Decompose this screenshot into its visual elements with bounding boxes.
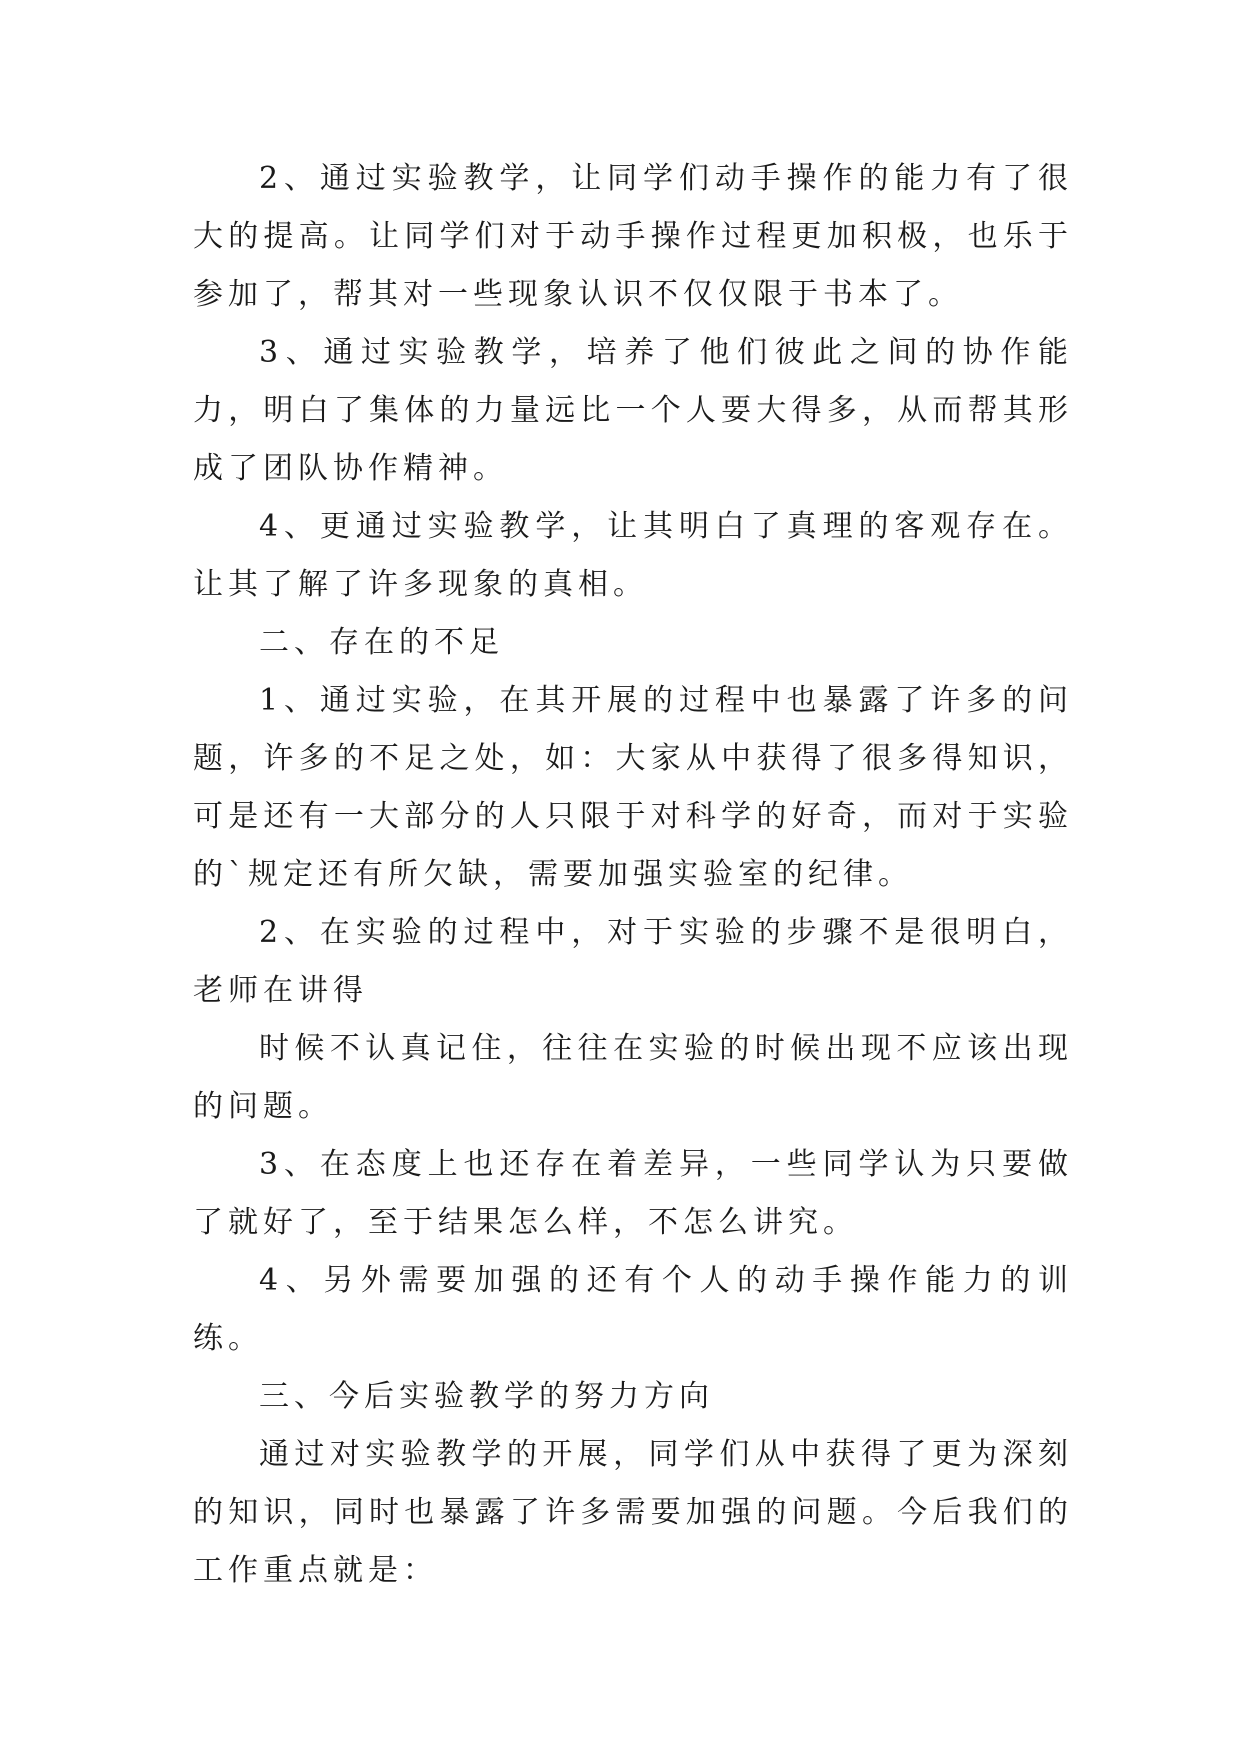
paragraph-shortcoming-4: 4、另外需要加强的还有个人的动手操作能力的训练。 <box>193 1263 1073 1356</box>
paragraph-future-focus: 通过对实验教学的开展，同学们从中获得了更为深刻的知识，同时也暴露了许多需要加强的问题。今后我们的工作重点就是： <box>193 1437 1073 1588</box>
paragraph-point-2-hands-on: 2、通过实验教学，让同学们动手操作的能力有了很大的提高。让同学们对于动手操作过程更加积极，也乐于参加了，帮其对一些现象认识不仅仅限于书本了。 <box>193 161 1073 312</box>
paragraph-point-4-truth: 4、更通过实验教学，让其明白了真理的客观存在。让其了解了许多现象的真相。 <box>193 509 1073 602</box>
paragraph-shortcoming-1: 1、通过实验，在其开展的过程中也暴露了许多的问题，许多的不足之处，如：大家从中获得了很多得知识，可是还有一大部分的人只限于对科学的好奇，而对于实验的`规定还有所欠缺，需要加强实验室的纪律。 <box>193 683 1073 892</box>
paragraph-point-3-teamwork: 3、通过实验教学，培养了他们彼此之间的协作能力，明白了集体的力量远比一个人要大得多，从而帮其形成了团队协作精神。 <box>193 335 1073 486</box>
section-heading-future-direction: 三、今后实验教学的努力方向 <box>259 1379 714 1414</box>
document-body <box>193 150 1073 1600</box>
section-heading-shortcomings: 二、存在的不足 <box>259 625 504 660</box>
paragraph-shortcoming-2: 2、在实验的过程中，对于实验的步骤不是很明白，老师在讲得 <box>193 915 1073 1008</box>
paragraph-shortcoming-2-continued: 时候不认真记住，往往在实验的时候出现不应该出现的问题。 <box>193 1031 1073 1124</box>
paragraph-shortcoming-3: 3、在态度上也还存在着差异，一些同学认为只要做了就好了，至于结果怎么样，不怎么讲究。 <box>193 1147 1073 1240</box>
